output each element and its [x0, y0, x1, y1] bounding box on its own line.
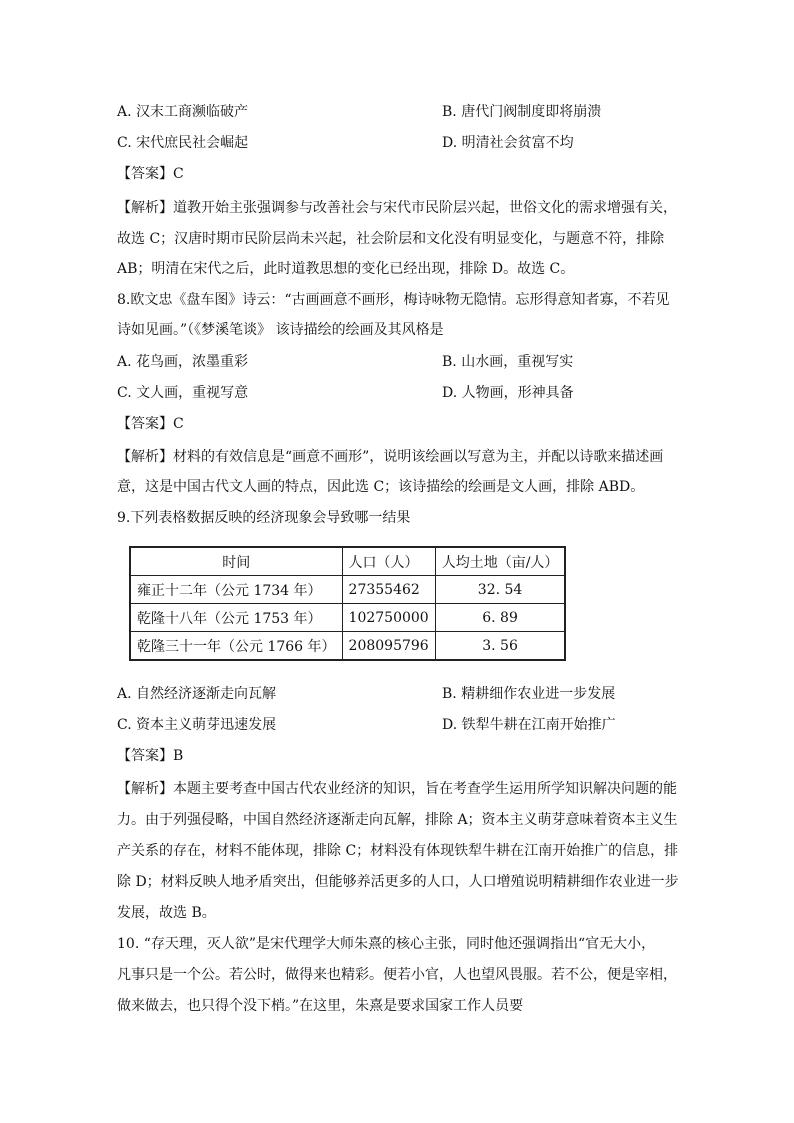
q10-stem-line: 凡事只是一个公。若公时，做得来也精彩。便若小官，人也望风畏服。若不公，便是宰相，	[117, 967, 677, 983]
q8-stem-line: 8.欧文忠《盘车图》诗云：“古画画意不画形，梅诗咏物无隐情。忘形得意知者寡，不若见	[117, 292, 670, 308]
q8-analysis-line: 【解析】材料的有效信息是“画意不画形”，说明该绘画以写意为主，并配以诗歌来描述画	[117, 449, 664, 465]
q9-option-b: B. 精耕细作农业进一步发展	[442, 686, 616, 702]
q9-option-a: A. 自然经济逐渐走向瓦解	[117, 686, 277, 702]
table-cell: 208095796	[342, 632, 435, 661]
q9-analysis-line: 产关系的存在，材料不能体现，排除 C；材料没有体现铁犁牛耕在江南开始推广的信息，排	[117, 843, 679, 859]
q7-analysis-line: 【解析】道教开始主张强调参与改善社会与宋代市民阶层兴起，世俗文化的需求增强有关，	[117, 200, 677, 216]
table-header: 人均土地（亩/人）	[435, 547, 565, 576]
table-row	[130, 604, 565, 632]
q9-analysis-line: 力。由于列强侵略，中国自然经济逐渐走向瓦解，排除 A；资本主义萌芽意味着资本主义生	[117, 812, 678, 828]
q9-option-d: D. 铁犁牛耕在江南开始推广	[442, 717, 616, 733]
q9-option-c: C. 资本主义萌芽迅速发展	[117, 717, 277, 733]
q7-answer: 【答案】C	[117, 166, 184, 182]
q8-stem-line: 诗如见画。”（《梦溪笔谈》 该诗描绘的绘画及其风格是	[117, 322, 444, 338]
q7-option-c: C. 宋代庶民社会崛起	[117, 135, 249, 151]
q9-analysis-line: 除 D；材料反映人地矛盾突出，但能够养活更多的人口，人口增殖说明精耕细作农业进一步	[117, 874, 679, 890]
q9-answer: 【答案】B	[117, 748, 184, 764]
table-header-row	[130, 547, 565, 576]
q10-stem-line: 10. “存天理，灭人欲”是宋代理学大师朱熹的核心主张，同时他还强调指出“官无大小，	[117, 936, 656, 952]
table-cell: 雍正十二年（公元 1734 年）	[130, 576, 342, 604]
q9-analysis-line: 发展，故选 B。	[117, 905, 216, 921]
table-cell: 乾隆十八年（公元 1753 年）	[130, 604, 342, 632]
q9-stem: 9.下列表格数据反映的经济现象会导致哪一结果	[117, 510, 411, 526]
q7-option-d: D. 明清社会贫富不均	[442, 135, 574, 151]
table-cell: 乾隆三十一年（公元 1766 年）	[130, 632, 342, 661]
q7-analysis-line: AB；明清在宋代之后，此时道教思想的变化已经出现，排除 D。故选 C。	[117, 261, 575, 277]
table-cell: 6. 89	[435, 604, 565, 632]
table-cell: 32. 54	[435, 576, 565, 604]
q7-option-b: B. 唐代门阀制度即将崩溃	[442, 104, 602, 120]
table-row	[130, 576, 565, 604]
table-cell: 3. 56	[435, 632, 565, 661]
q10-stem-line: 做来做去，也只得个没下梢。”在这里，朱熹是要求国家工作人员要	[117, 998, 524, 1014]
q7-option-a: A. 汉末工商濒临破产	[117, 104, 249, 120]
table-cell: 27355462	[342, 576, 435, 604]
table-cell: 102750000	[342, 604, 435, 632]
q8-option-a: A. 花鸟画，浓墨重彩	[117, 354, 249, 370]
table-row	[130, 632, 565, 661]
q8-option-c: C. 文人画，重视写意	[117, 385, 249, 401]
q8-answer: 【答案】C	[117, 416, 184, 432]
q9-analysis-line: 【解析】本题主要考查中国古代农业经济的知识，旨在考查学生运用所学知识解决问题的能	[117, 781, 677, 797]
table-header: 时间	[130, 547, 342, 576]
q8-option-d: D. 人物画，形神具备	[442, 385, 574, 401]
q8-analysis-line: 意，这是中国古代文人画的特点，因此选 C；该诗描绘的绘画是文人画，排除 ABD。	[117, 479, 645, 495]
q8-option-b: B. 山水画，重视写实	[442, 354, 574, 370]
q7-analysis-line: 故选 C；汉唐时期市民阶层尚未兴起，社会阶层和文化没有明显变化，与题意不符，排除	[117, 231, 665, 247]
table-header: 人口（人）	[342, 547, 435, 576]
q9-data-table	[129, 546, 566, 661]
